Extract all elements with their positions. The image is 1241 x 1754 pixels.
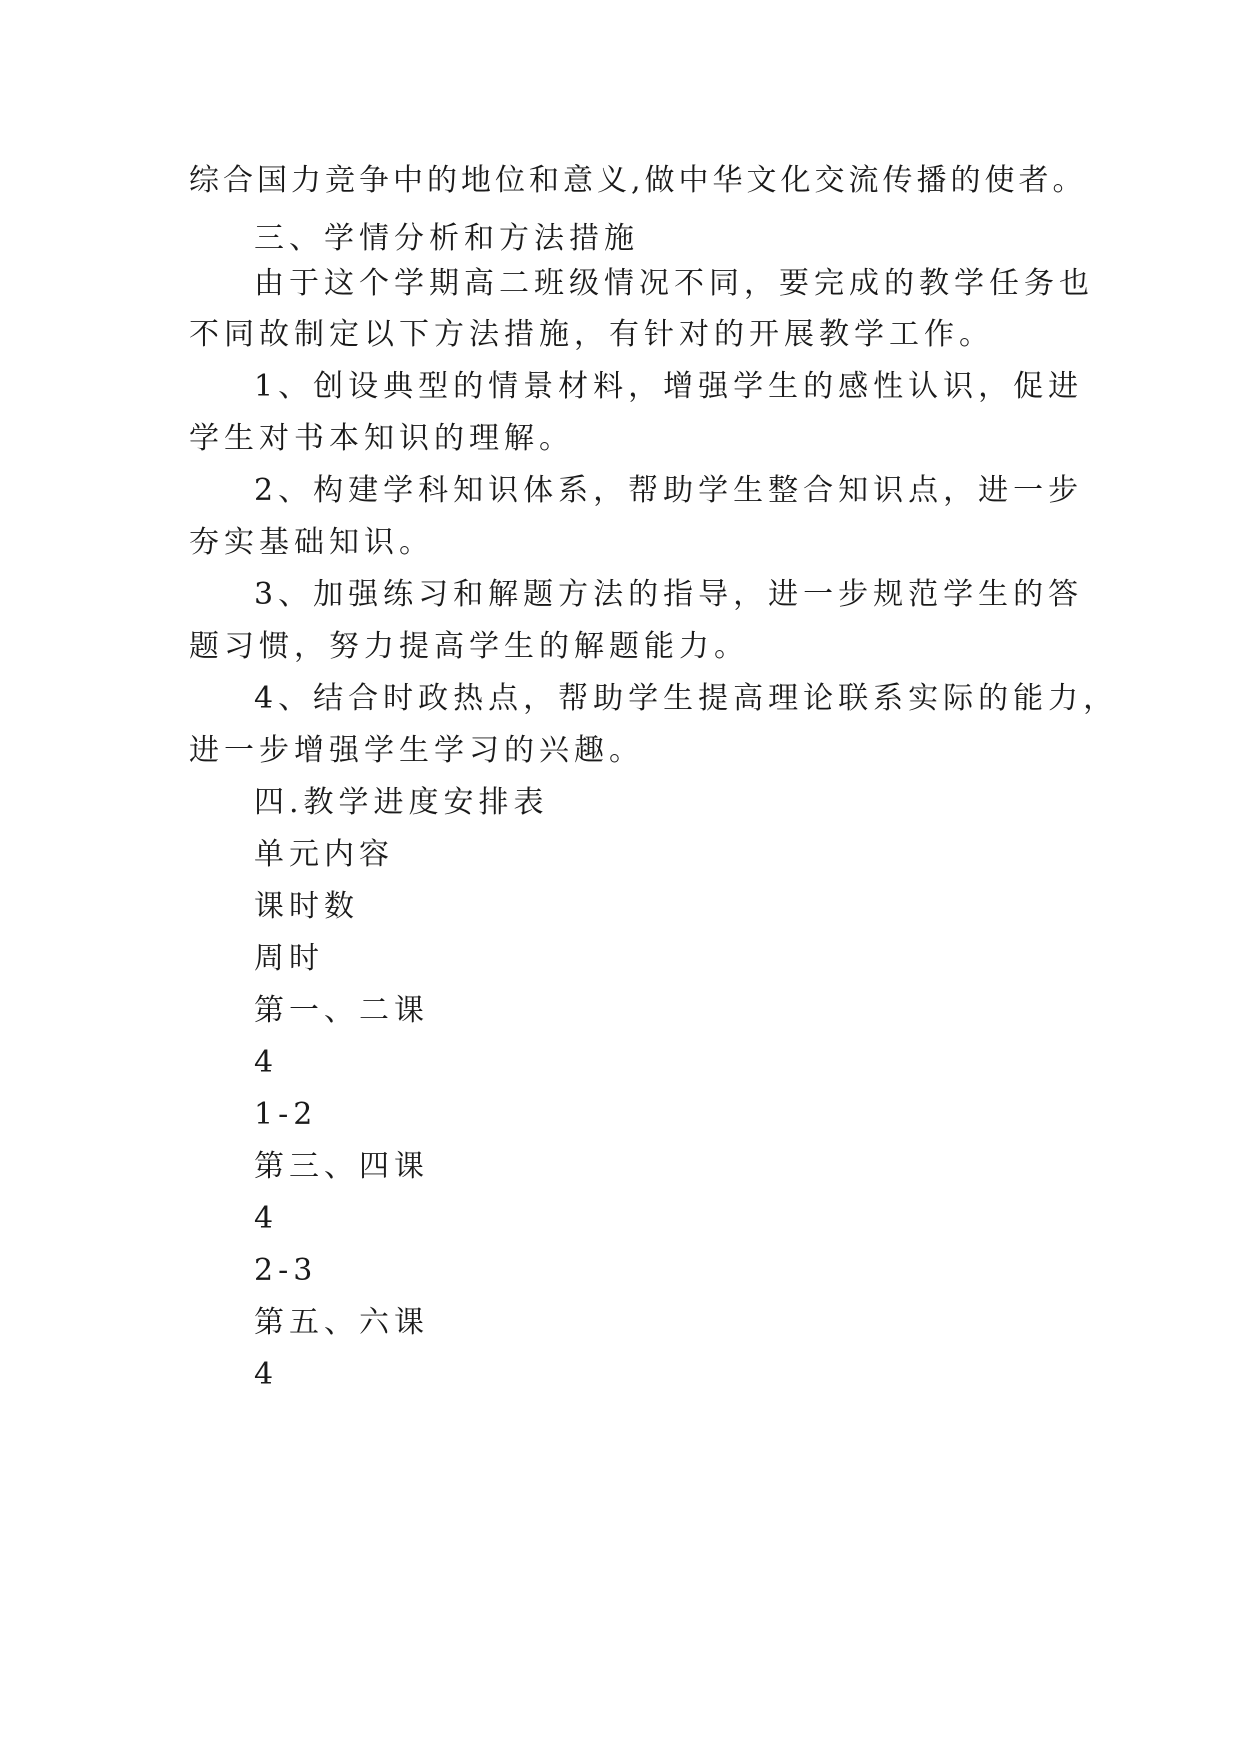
table-cell: 4 — [254, 1201, 279, 1236]
paragraph-line: 不同故制定以下方法措施，有针对的开展教学工作。 — [189, 317, 994, 352]
paragraph-line: 由于这个学期高二班级情况不同，要完成的教学任务也 — [254, 266, 1094, 301]
paragraph-line: 综合国力竞争中的地位和意义,做中华文化交流传播的使者。 — [189, 163, 1087, 198]
table-cell: 第三、四课 — [254, 1149, 429, 1184]
list-item-line: 4、结合时政热点，帮助学生提高理论联系实际的能力， — [254, 681, 1119, 716]
list-item-line: 1、创设典型的情景材料，增强学生的感性认识，促进 — [254, 369, 1084, 404]
section-heading: 四.教学进度安排表 — [254, 785, 549, 820]
table-header-cell: 周时 — [254, 941, 324, 976]
table-cell: 4 — [254, 1045, 279, 1080]
list-item-line: 题习惯，努力提高学生的解题能力。 — [189, 629, 749, 664]
table-cell: 1-2 — [254, 1097, 318, 1132]
list-item-line: 3、加强练习和解题方法的指导，进一步规范学生的答 — [254, 577, 1084, 612]
table-cell: 第一、二课 — [254, 993, 429, 1028]
table-header-cell: 单元内容 — [254, 837, 394, 872]
list-item-line: 进一步增强学生学习的兴趣。 — [189, 733, 644, 768]
table-cell: 第五、六课 — [254, 1305, 429, 1340]
table-header-cell: 课时数 — [254, 889, 359, 924]
list-item-line: 2、构建学科知识体系，帮助学生整合知识点，进一步 — [254, 473, 1084, 508]
list-item-line: 夯实基础知识。 — [189, 525, 434, 560]
list-item-line: 学生对书本知识的理解。 — [189, 421, 574, 456]
table-cell: 2-3 — [254, 1253, 318, 1288]
table-cell: 4 — [254, 1357, 279, 1392]
section-heading: 三、学情分析和方法措施 — [254, 221, 639, 256]
